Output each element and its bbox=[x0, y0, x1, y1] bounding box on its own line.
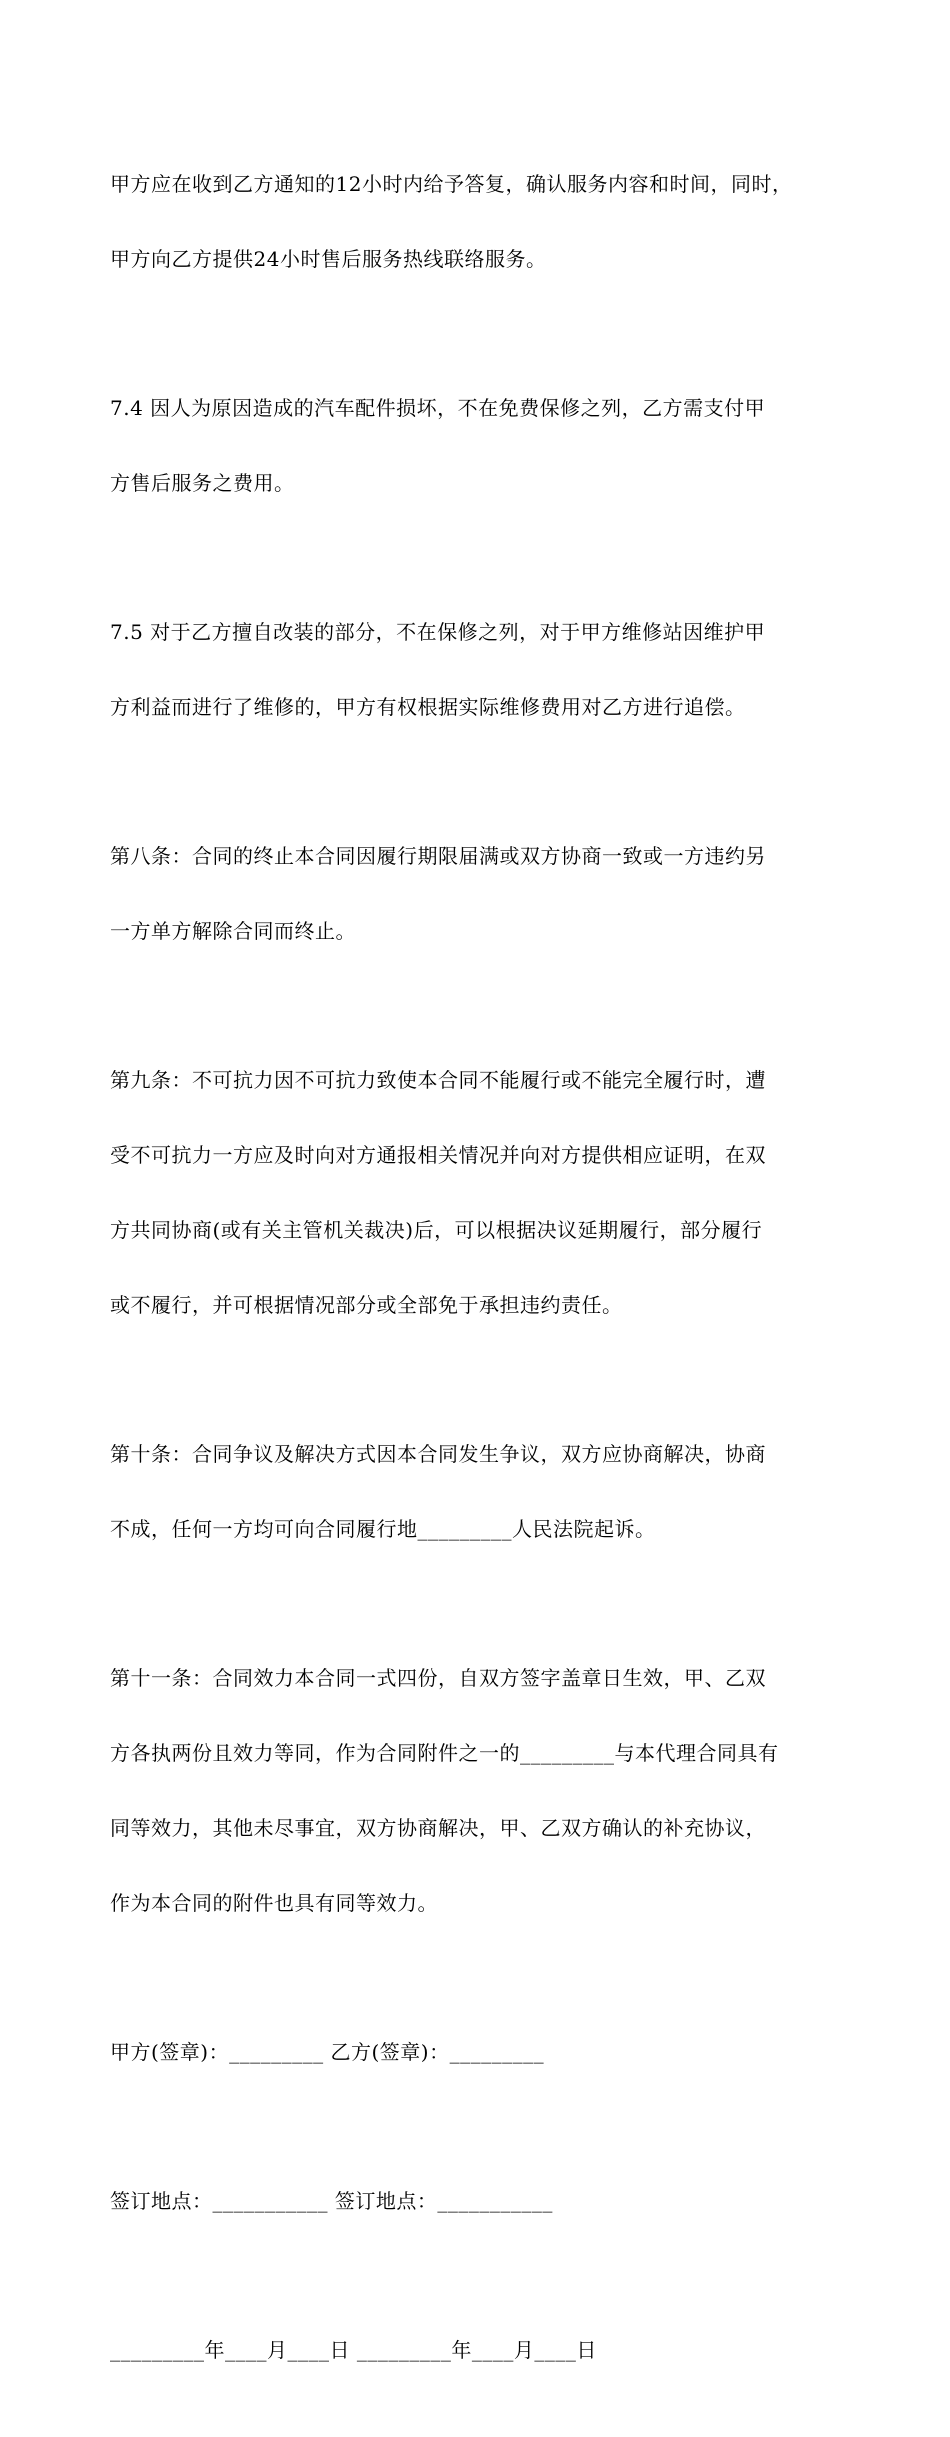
text-line: 签订地点：___________ 签订地点：___________ bbox=[110, 2189, 553, 2213]
text-line: 7.4 因人为原因造成的汽车配件损坏，不在免费保修之列，乙方需支付甲 bbox=[110, 396, 766, 420]
paragraph-article-8 bbox=[110, 794, 845, 994]
text-line: 方各执两份且效力等同，作为合同附件之一的_________与本代理合同具有 bbox=[110, 1741, 779, 1765]
text-line: 甲方(签章)：_________ 乙方(签章)：_________ bbox=[110, 2040, 545, 2064]
text-line: 作为本合同的附件也具有同等效力。 bbox=[110, 1891, 438, 1915]
document-page bbox=[110, 122, 845, 2437]
text-line: 第十一条：合同效力本合同一式四份，自双方签字盖章日生效，甲、乙双 bbox=[110, 1666, 766, 1690]
text-line: _________年____月____日 _________年____月____日 bbox=[110, 2338, 597, 2362]
paragraph-article-9 bbox=[110, 1018, 845, 1368]
text-line: 第八条：合同的终止本合同因履行期限届满或双方协商一致或一方违约另 bbox=[110, 844, 766, 868]
paragraph-article-11 bbox=[110, 1616, 845, 1966]
date-line bbox=[110, 2288, 845, 2413]
text-line: 或不履行，并可根据情况部分或全部免于承担违约责任。 bbox=[110, 1293, 623, 1317]
signing-location-line bbox=[110, 2139, 845, 2264]
paragraph-article-10 bbox=[110, 1392, 845, 1592]
paragraph-service-response bbox=[110, 122, 845, 322]
text-line: 同等效力，其他未尽事宜，双方协商解决，甲、乙双方确认的补充协议， bbox=[110, 1816, 766, 1840]
text-line: 方售后服务之费用。 bbox=[110, 471, 295, 495]
signature-line bbox=[110, 1990, 845, 2115]
text-line: 第九条：不可抗力因不可抗力致使本合同不能履行或不能完全履行时，遭 bbox=[110, 1068, 766, 1092]
text-line: 第十条：合同争议及解决方式因本合同发生争议，双方应协商解决，协商 bbox=[110, 1442, 766, 1466]
text-line: 甲方向乙方提供24小时售后服务热线联络服务。 bbox=[110, 247, 547, 271]
paragraph-clause-7-5 bbox=[110, 570, 845, 770]
text-line: 方利益而进行了维修的，甲方有权根据实际维修费用对乙方进行追偿。 bbox=[110, 695, 746, 719]
text-line: 甲方应在收到乙方通知的12小时内给予答复，确认服务内容和时间，同时， bbox=[110, 172, 793, 196]
text-line: 7.5 对于乙方擅自改装的部分，不在保修之列，对于甲方维修站因维护甲 bbox=[110, 620, 766, 644]
text-line: 不成，任何一方均可向合同履行地_________人民法院起诉。 bbox=[110, 1517, 656, 1541]
text-line: 一方单方解除合同而终止。 bbox=[110, 919, 356, 943]
paragraph-clause-7-4 bbox=[110, 346, 845, 546]
text-line: 方共同协商(或有关主管机关裁决)后，可以根据决议延期履行，部分履行 bbox=[110, 1218, 763, 1242]
text-line: 受不可抗力一方应及时向对方通报相关情况并向对方提供相应证明，在双 bbox=[110, 1143, 766, 1167]
